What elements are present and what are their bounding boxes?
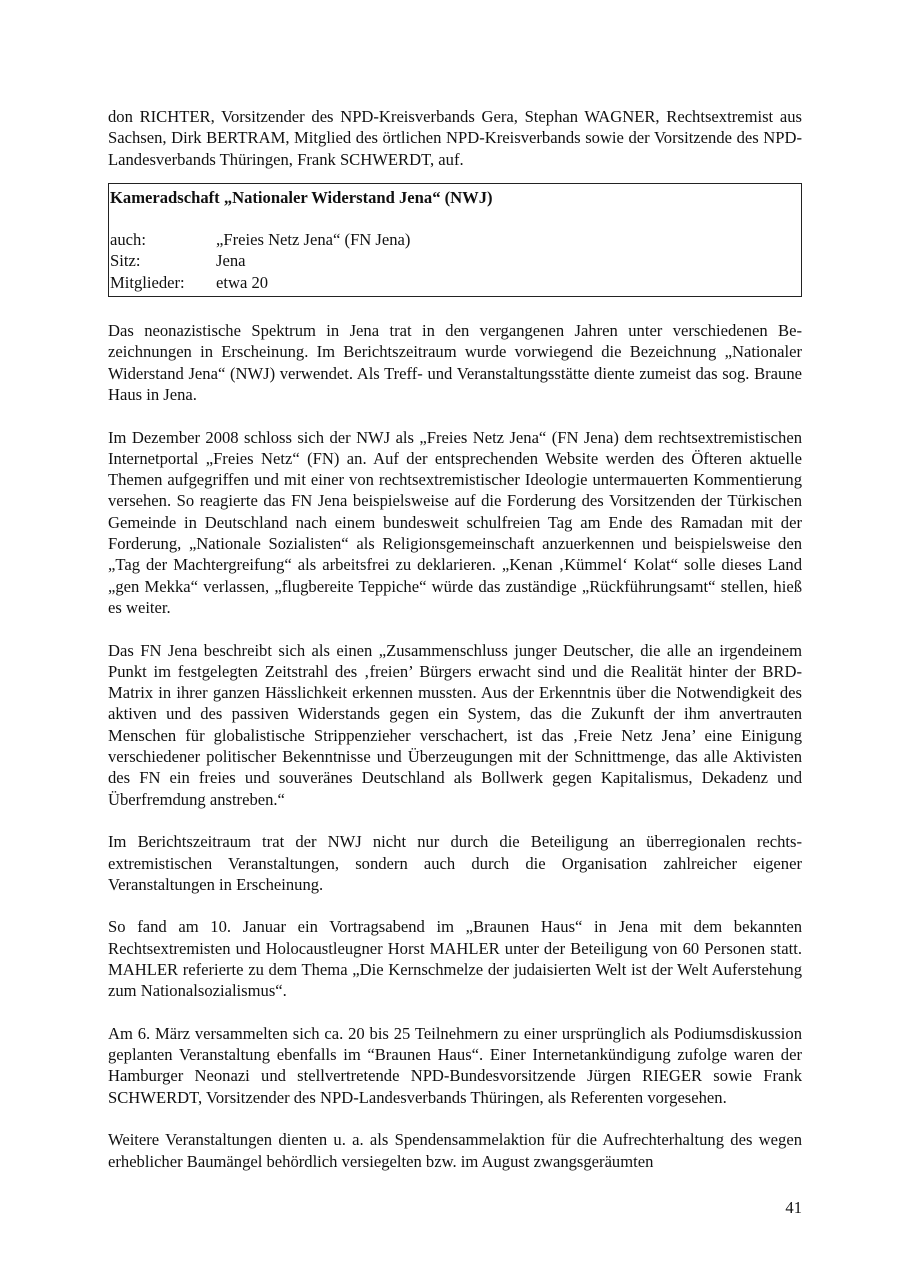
page-body [108, 106, 802, 1193]
infobox-row-alias [109, 229, 801, 250]
infobox-value: Jena [216, 251, 246, 271]
body-paragraph: Weitere Veranstaltungen dienten u. a. als Spendensammelaktion für die Aufrechterhaltung des wegen erheblicher Baumängel behördlich versiegelten bzw. im August zwangsgeräumten [108, 1130, 802, 1171]
infobox-label: Sitz: [110, 251, 141, 271]
body-paragraph: Im Berichtszeitraum trat der NWJ nicht nur durch die Beteiligung an überregionalen rechtsextremistischen Veranstaltungen, sondern auch durch die Organisation zahlreicher eigener Veranstaltungen in Erscheinung. [108, 832, 802, 894]
infobox-title: Kameradschaft „Nationaler Widerstand Jena“ (NWJ) [110, 187, 493, 207]
organization-infobox [108, 183, 802, 297]
infobox-value: „Freies Netz Jena“ (FN Jena) [216, 230, 411, 250]
infobox-row-members [109, 272, 801, 293]
body-paragraph: So fand am 10. Januar ein Vortragsabend im „Braunen Haus“ in Jena mit dem bekannten Rechtsextremisten und Holocaustleugner Horst MAHLER unter der Beteiligung von 60 Personen statt. MAHLER referierte zu dem Thema „Die Kernschmelze der judaisierten Welt ist der Welt Auferstehung zum Nationalsozialismus“. [108, 917, 802, 1001]
infobox-value: etwa 20 [216, 272, 269, 292]
infobox-label: auch: [110, 230, 146, 250]
infobox-label: Mitglieder: [110, 272, 185, 292]
intro-paragraph: don RICHTER, Vorsitzender des NPD-Kreisverbands Gera, Stephan WAGNER, Rechtsextremist aus Sachsen, Dirk BERTRAM, Mitglied des örtlichen NPD-Kreisverbands sowie der Vorsitzende des NPD-Landesverbands Thüringen, Frank SCHWERDT, auf. [108, 107, 802, 169]
body-paragraph: Im Dezember 2008 schloss sich der NWJ als „Freies Netz Jena“ (FN Jena) dem rechtsextremistischen Internetportal „Freies Netz“ (FN) an. Auf der entsprechenden Website werden des Öfteren aktuelle Themen aufgegriffen und mit einer von rechtsextremistischer Ideologie untermauerten Kommentierung versehen. So reagierte das FN Jena beispielsweise auf die Forderung des Vorsitzenden der Türkischen Gemeinde in Deutschland nach einem bundesweit schulfreien Tag am Ende des Ramadan mit der Forderung, „Nationale Sozialisten“ als Religionsgemeinschaft anzuerkennen und beispielsweise den „Tag der Machtergreifung“ als arbeitsfrei zu deklarieren. „Kenan ‚Kümmel‘ Kolat“ solle dieses Land „gen Mekka“ verlassen, „flugbereite Teppiche“ würde das zuständige „Rückführungsamt“ stellen, hieß es weiter. [108, 427, 802, 617]
body-paragraph: Das neonazistische Spektrum in Jena trat in den vergangenen Jahren unter verschiedenen Bezeichnungen in Erscheinung. Im Berichtszeitraum wurde vorwiegend die Bezeichnung „Nationaler Widerstand Jena“ (NWJ) verwendet. Als Treff- und Veranstaltungsstätte diente zumeist das sog. Braune Haus in Jena. [108, 321, 802, 404]
body-paragraph: Am 6. März versammelten sich ca. 20 bis 25 Teilnehmern zu einer ursprünglich als Podiumsdiskussion geplanten Veranstaltung ebenfalls im “Braunen Haus“. Einer Internetankündigung zufolge waren der Hamburger Neonazi und stellvertretende NPD-Bundesvorsitzende Jürgen RIEGER sowie Frank SCHWERDT, Vorsitzender des NPD-Landesverbands Thüringen, als Referenten vorgesehen. [108, 1023, 802, 1107]
infobox-row-seat [109, 250, 801, 271]
body-paragraph: Das FN Jena beschreibt sich als einen „Zusammenschluss junger Deutscher, die alle an irgendeinem Punkt im festgelegten Zeitstrahl des ‚freien’ Bürgers erwacht sind und die Realität hinter der BRD-Matrix in ihrer ganzen Hässlichkeit erkennen mussten. Aus der Erkenntnis über die Notwendigkeit des aktiven und des passiven Widerstands gegen ein System, das die Zukunft der ihm anvertrauten Menschen für globalistische Strippenzieher verschachert, ist das ‚Freie Netz Jena’ eine Einigung verschiedener politischer Bekenntnisse und Überzeugungen mit der Schnittmenge, das alle Aktivisten des FN ein freies und souveränes Deutschland als Bollwerk gegen Kapitalismus, Dekadenz und Überfremdung anstreben.“ [108, 640, 802, 809]
page-number: 41 [785, 1198, 802, 1217]
